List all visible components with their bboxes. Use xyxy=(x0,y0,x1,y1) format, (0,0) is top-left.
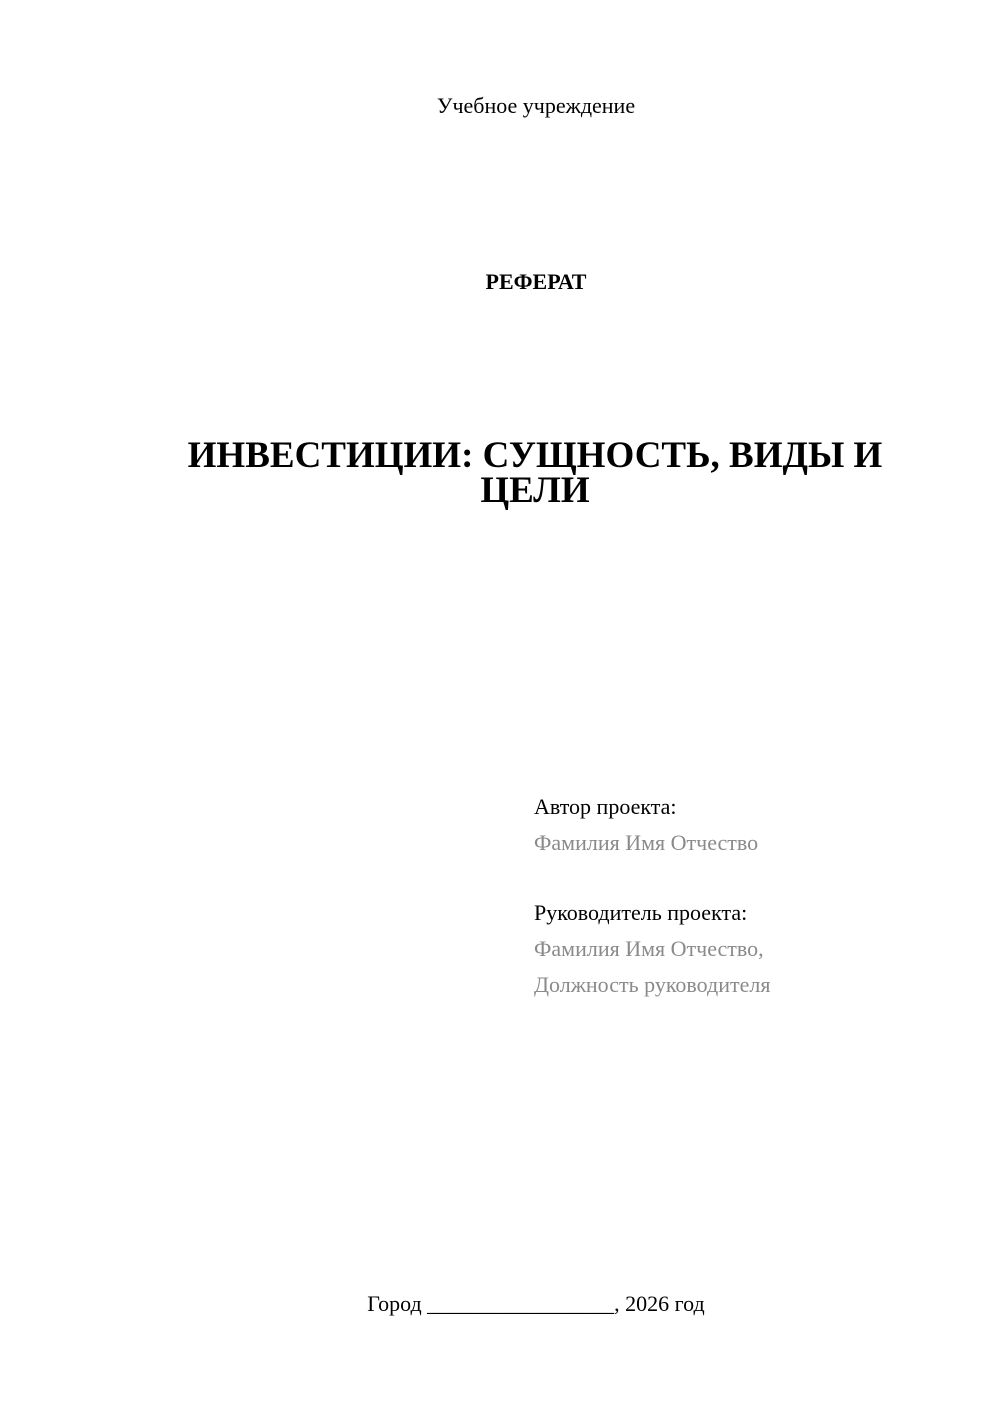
supervisor-name: Фамилия Имя Отчество, xyxy=(534,936,764,961)
supervisor-position: Должность руководителя xyxy=(534,972,771,997)
supervisor-label: Руководитель проекта: xyxy=(534,900,748,925)
author-label: Автор проекта: xyxy=(534,794,677,819)
credits-block xyxy=(534,789,974,1003)
credits-spacer xyxy=(534,861,974,895)
author-name: Фамилия Имя Отчество xyxy=(534,830,759,855)
document-title: ИНВЕСТИЦИИ: СУЩНОСТЬ, ВИДЫ И ЦЕЛИ xyxy=(187,435,883,511)
document-type: РЕФЕРАТ xyxy=(485,269,587,294)
city-year-line: Город _________________, 2026 год xyxy=(367,1291,705,1316)
institution-name: Учебное учреждение xyxy=(436,93,636,118)
